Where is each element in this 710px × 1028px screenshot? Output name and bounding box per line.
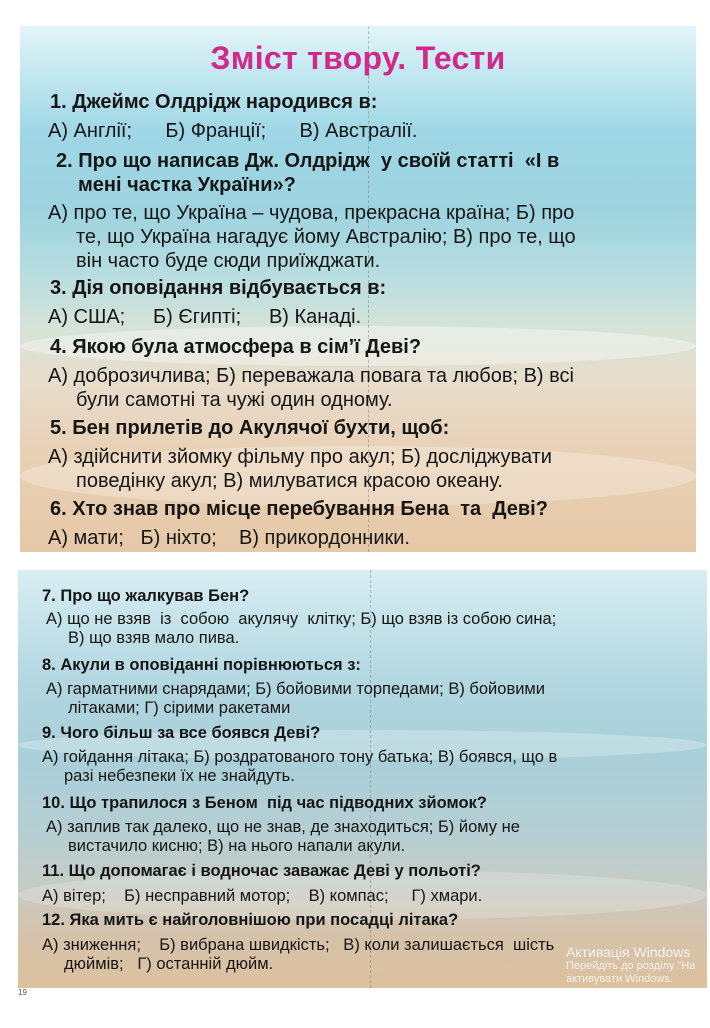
- question-8: 8. Акули в оповіданні порівнюються з:: [42, 656, 361, 674]
- windows-activation-watermark: [566, 944, 710, 986]
- answer-3: А) США; Б) Єгипті; В) Канаді.: [48, 306, 362, 328]
- question-5: 5. Бен прилетів до Акулячої бухти, щоб:: [50, 417, 450, 439]
- slide-2: [18, 570, 707, 988]
- answer-5: А) здійснити зйомку фільму про акул; Б) досліджувати поведінку акул; В) милуватися красою океану.: [48, 446, 552, 492]
- answer-1: А) Англії; Б) Франції; В) Австралії.: [48, 120, 418, 142]
- question-4: 4. Якою була атмосфера в сім’ї Деві?: [50, 336, 422, 358]
- question-3: 3. Дія оповідання відбувається в:: [50, 277, 387, 299]
- slide-1: [20, 26, 696, 552]
- question-1: 1. Джеймс Олдрідж народився в:: [50, 91, 378, 113]
- watermark-line: активувати Windows.: [566, 973, 673, 985]
- answer-8: А) гарматними снарядами; Б) бойовими торпедами; В) бойовими літаками; Г) сірими ракетами: [46, 680, 545, 717]
- question-6: 6. Хто знав про місце перебування Бена та Деві?: [50, 498, 548, 520]
- question-7: 7. Про що жалкував Бен?: [42, 587, 250, 605]
- answer-4: А) доброзичлива; Б) переважала повага та любов; В) всі були самотні та чужі один одному.: [48, 365, 574, 411]
- answer-11: А) вітер; Б) несправний мотор; В) компас; Г) хмари.: [42, 887, 483, 905]
- watermark-title: Активація Windows: [566, 944, 691, 960]
- page-number: 19: [18, 988, 27, 997]
- answer-2: А) про те, що Україна – чудова, прекрасна країна; Б) про те, що Україна нагадує йому Австралію; В) про те, що він часто буде сюди приїжджати.: [48, 202, 576, 272]
- slide-title: Зміст твору. Тести: [210, 40, 506, 76]
- question-9: 9. Чого більш за все боявся Деві?: [42, 724, 321, 742]
- question-10: 10. Що трапилося з Беном під час підводних зйомок?: [42, 794, 487, 812]
- answer-6: А) мати; Б) ніхто; В) прикордонники.: [48, 527, 410, 549]
- watermark-line: Перейдіть до розділу "На: [566, 960, 696, 972]
- answer-9: А) гойдання літака; Б) роздратованого тону батька; В) боявся, що в разі небезпеки їх не знайдуть.: [42, 748, 558, 785]
- answer-10: А) заплив так далеко, що не знав, де знаходиться; Б) йому не вистачило кисню; В) на нього напали акули.: [46, 818, 520, 855]
- answer-12: А) зниження; Б) вибрана швидкість; В) коли залишається шість дюймів; Г) останній дюйм.: [42, 936, 555, 973]
- question-2: 2. Про що написав Дж. Олдрідж у своїй статті «І в мені частка України»?: [56, 150, 560, 196]
- question-11: 11. Що допомагає і водночас заважає Деві у польоті?: [42, 862, 481, 880]
- answer-7: А) що не взяв із собою акулячу клітку; Б) що взяв із собою сина; В) що взяв мало пива.: [46, 610, 557, 647]
- question-12: 12. Яка мить є найголовнішою при посадці літака?: [42, 911, 459, 929]
